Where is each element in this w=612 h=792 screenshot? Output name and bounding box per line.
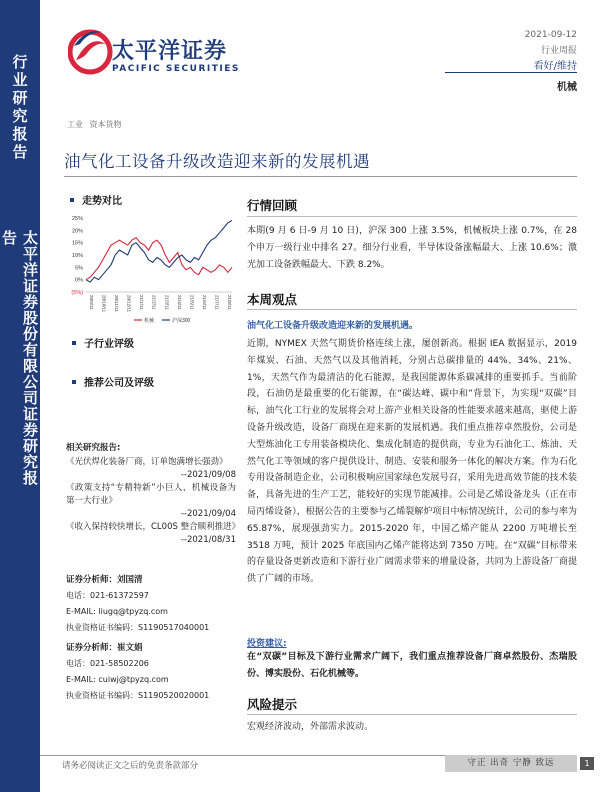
x-tick-label: 20/9/11	[89, 295, 94, 310]
x-tick-label: 20/12/11	[126, 295, 132, 313]
weekly-view-heading: 本周观点	[247, 292, 298, 307]
analyst-name: 证券分析师：崔文娟	[66, 643, 143, 653]
sidebar-top-block	[0, 54, 40, 164]
risk-text: 宏观经济波动，外部需求波动。	[247, 722, 374, 732]
y-tick-label: 25%	[71, 216, 83, 222]
related-item[interactable]: 《收入保持较快增长，CL00S 整合顺利推进》	[66, 522, 241, 532]
trend-heading-text: 走势对比	[82, 196, 122, 207]
section-divider	[247, 216, 577, 217]
x-tick-label: 21/8/11	[227, 295, 232, 310]
stock-heading-text: 推荐公司及评级	[84, 378, 154, 389]
x-tick-label: 21/3/11	[164, 295, 170, 310]
report-type: 行业周报	[540, 46, 577, 56]
section-divider	[247, 309, 577, 310]
related-date: --2021/09/04	[180, 509, 236, 519]
x-tick-label: 21/2/11	[151, 295, 157, 310]
rating-heading-text: 子行业评级	[84, 339, 134, 350]
analyst-license: 执业资格证书编码：S1190517040001	[66, 623, 210, 632]
trend-chart	[64, 210, 240, 328]
x-tick-label: 21/5/11	[189, 295, 195, 310]
analyst-email[interactable]: E-MAIL: cuiwj@tpyzq.com	[66, 675, 169, 684]
bullet-icon	[72, 341, 76, 345]
y-tick-label: 15%	[71, 240, 83, 247]
y-tick-label: 20%	[71, 228, 83, 235]
related-heading: 相关研究报告:	[66, 443, 121, 453]
analyst-phone: 电话：021-58502206	[66, 659, 149, 668]
analyst-phone: 电话：021-61372597	[66, 591, 149, 600]
trend-heading	[70, 192, 122, 207]
analyst-card-1	[66, 572, 236, 636]
sidebar-report-kind: 行业研究报告	[10, 54, 29, 162]
footer-motto: 守正 出奇 宁静 致远	[445, 755, 577, 772]
analyst-name: 证券分析师：刘国清	[66, 575, 143, 585]
bullet-icon	[70, 198, 74, 202]
market-review-text: 本期(9 月 6 日-9 月 10 日)，沪深 300 上涨 3.5%，机械板块上涨 0.7%，在 28 个申万一级行业中排名 27。细分行业看，半导体设备涨幅最大、上涨 10.6%；激光加工设备跌幅最大、下跌 8.2%。	[247, 226, 577, 270]
y-tick-label: 5%	[75, 265, 83, 272]
sidebar-bottom-block	[0, 230, 40, 490]
weekly-view-text: 近期，NYMEX 天然气期货价格连续上涨，屡创新高。根据 IEA 数据显示，2019 年煤炭、石油、天然气以及其他消耗，分别占总碳排量的 44%、34%、21%、1%，天然气作为最清洁的化石能源，是我国能源体系碳减排的重要抓手。当前阶段，石油仍是最重要的化石能源，在“碳达峰、碳中和”背景下，为实现“双碳”目标，油气化工行业的发展将会对上游产业相关设备的性能要求越来越高，驱使上游设备升级改造，设备厂商现在迎来新的发展机遇。我们重点推荐卓然股份，公司是大型炼油化工专用装备模块化、集成化制造的提供商，专业为石油化工、炼油、天然气化工等领域的客户提供设计、制造、安装和服务一体化的解决方案。作为石化专用设备制造企业，公司积极响应国家绿色发展号召，采用先进高效节能的技术装备，具备先进的生产工艺，能较好的实现节能减排。公司是乙烯设备龙头（正在市局丙烯设备），根据公告的主要参与乙烯裂解炉项目中标情况统计，公司的参与率为 65.87%，展现强劲实力。2015-2020 年，中国乙烯产能从 2200 万吨增长至 3518 万吨，预计 2025 年底国内乙烯产能将达到 7350 万吨。在“双碳”目标带来的存量设备更新改造和下游行业广阔需求带来的增量设备，共同为上游设备厂商提供了广阔的市场。	[247, 339, 577, 585]
analyst-email[interactable]: E-MAIL: liugq@tpyzq.com	[66, 607, 168, 616]
investment-text: 在“双碳”目标及下游行业需求广阔下，我们重点推荐设备厂商卓然股份、杰瑞股份、博实股份、石化机械等。	[247, 652, 577, 679]
related-date: --2021/09/08	[180, 470, 236, 480]
investment-heading: 投资建议:	[247, 639, 287, 649]
sidebar-band	[0, 0, 40, 792]
rating-heading	[72, 335, 134, 350]
stock-heading	[72, 374, 154, 389]
header-divider	[445, 72, 577, 73]
legend-label: 机械	[144, 318, 155, 324]
x-tick-label: 21/1/11	[139, 295, 145, 310]
y-tick-label: (5%)	[71, 290, 83, 296]
tag-subindustry: 资本货物	[89, 120, 122, 129]
footer-disclaimer: 请务必阅读正文之后的免责条款部分	[62, 761, 199, 771]
x-tick-label: 20/11/11	[114, 295, 120, 312]
rating-label: 看好/维持	[533, 61, 577, 72]
sector-label: 机械	[557, 82, 577, 93]
y-tick-label: 0%	[75, 277, 83, 284]
page-title: 油气化工设备升级改造迎来新的发展机遇	[64, 152, 370, 171]
related-item[interactable]: 《光伏焊化装备厂商，订单饱满增长强劲》	[66, 457, 228, 467]
logo-name-en: PACIFIC SECURITIES	[112, 64, 240, 74]
report-date: 2021-09-12	[524, 30, 577, 40]
market-review-heading: 行情回顾	[247, 198, 298, 213]
risk-heading: 风险提示	[247, 697, 298, 712]
page-number: 1	[580, 757, 594, 770]
x-tick-label: 21/7/11	[214, 295, 220, 310]
x-tick-label: 21/4/11	[176, 295, 182, 310]
industry-tags	[67, 119, 126, 130]
section-divider	[247, 714, 577, 715]
legend-label: 沪深300	[172, 318, 191, 324]
bullet-icon	[72, 380, 76, 384]
analyst-license: 执业资格证书编码：S1190520020001	[66, 691, 210, 700]
y-tick-label: 10%	[71, 253, 83, 259]
related-date: --2021/08/31	[180, 535, 236, 545]
tag-industry: 工业	[67, 120, 83, 129]
x-tick-label: 21/6/11	[201, 295, 207, 310]
logo-name-cn: 太平洋证券	[112, 39, 228, 64]
weekly-view-subheading: 油气化工设备升级改造迎来新的发展机遇。	[247, 321, 419, 331]
title-divider	[64, 176, 577, 177]
sidebar-company-label: 太平洋证券股份有限公司证券研究报告	[0, 230, 39, 486]
x-tick-label: 20/10/11	[101, 295, 107, 313]
related-item[interactable]: 《政策支持“专精特新”小巨人，机械设备为第一大行业》	[66, 483, 236, 506]
related-reports	[66, 442, 241, 547]
analyst-card-2	[66, 640, 236, 704]
